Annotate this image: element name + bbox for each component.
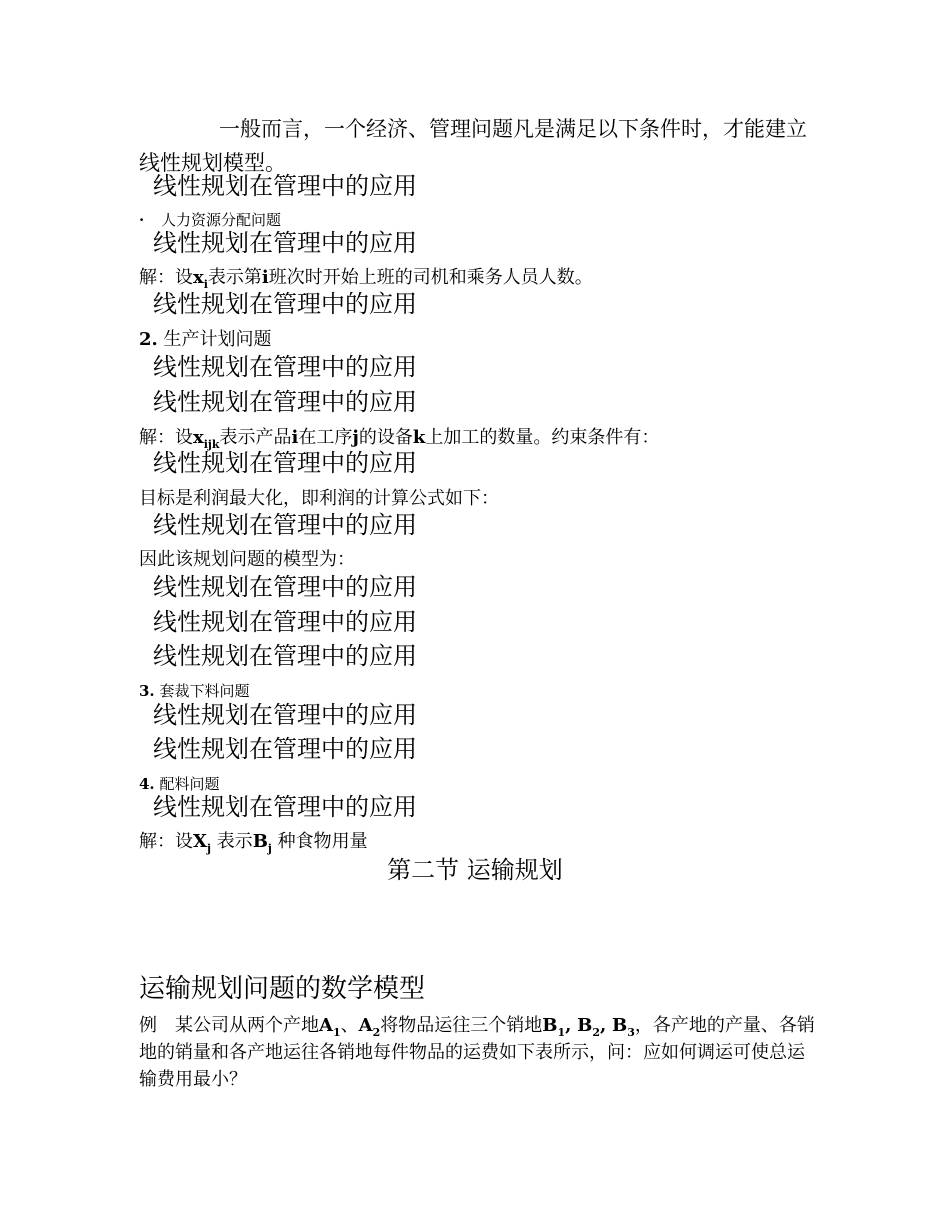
variable: k (412, 427, 426, 448)
variable: i (261, 267, 269, 288)
variable: B (612, 1015, 628, 1036)
variable: x (193, 427, 204, 448)
text: , (565, 1015, 572, 1036)
section-heading: 线性规划在管理中的应用 (153, 388, 417, 416)
variable: B (252, 831, 268, 852)
item-label: 生产计划问题 (163, 329, 272, 350)
variable: j (352, 427, 359, 448)
section-heading: 线性规划在管理中的应用 (153, 353, 417, 381)
text: 解：设 (139, 267, 193, 288)
subscript: 3 (627, 1026, 635, 1039)
subscript: ijk (203, 438, 220, 451)
text: 的设备 (358, 427, 413, 448)
solution-1 (139, 267, 593, 291)
text: , (600, 1015, 607, 1036)
text: 表示第 (207, 267, 262, 288)
subscript: 2 (372, 1026, 381, 1039)
list-item-3 (139, 684, 249, 699)
item-number: 4. (139, 775, 155, 793)
variable: B (542, 1015, 558, 1036)
variable: X (193, 831, 207, 852)
variable: A (358, 1015, 373, 1036)
section-heading: 线性规划在管理中的应用 (153, 290, 417, 318)
section-heading: 线性规划在管理中的应用 (153, 735, 417, 763)
item-label: 配料问题 (159, 775, 220, 793)
list-item-1 (139, 213, 281, 228)
text: 、 (340, 1015, 359, 1036)
section-heading: 线性规划在管理中的应用 (153, 172, 417, 200)
example-paragraph (139, 1012, 819, 1093)
item-number: 2. (139, 329, 158, 350)
text: 在工序 (298, 427, 353, 448)
subscript: j (206, 842, 211, 855)
text: 解：设 (139, 427, 193, 448)
model-text: 因此该规划问题的模型为： (139, 549, 355, 570)
section-heading: 线性规划在管理中的应用 (153, 449, 417, 477)
section-heading: 线性规划在管理中的应用 (153, 608, 417, 636)
text: 班次时开始上班的司机和乘务人员人数。 (268, 267, 593, 288)
variable: x (193, 267, 204, 288)
text: 种食物用量 (277, 831, 368, 852)
item-label: 人力资源分配问题 (161, 211, 282, 229)
goal-text: 目标是利润最大化，即利润的计算公式如下： (139, 488, 499, 509)
subsection-title: 运输规划问题的数学模型 (139, 974, 426, 1004)
variable: A (319, 1015, 333, 1036)
item-number: 3. (139, 682, 155, 700)
subscript: i (203, 278, 208, 291)
solution-4 (139, 831, 368, 855)
variable: B (577, 1015, 593, 1036)
variable: i (291, 427, 299, 448)
subscript: 2 (592, 1026, 601, 1039)
section-heading: 线性规划在管理中的应用 (153, 701, 417, 729)
text: 上加工的数量。约束条件有： (425, 427, 660, 448)
text: 表示 (216, 831, 253, 852)
list-item-4 (139, 777, 219, 792)
section-heading: 线性规划在管理中的应用 (153, 511, 417, 539)
section-title: 第二节 运输规划 (387, 856, 563, 884)
subscript: 1 (557, 1026, 566, 1039)
text: 将物品运往三个销地 (380, 1015, 543, 1036)
solution-2 (139, 427, 660, 451)
item-label: 套裁下料问题 (159, 682, 250, 700)
list-item-2 (139, 331, 272, 349)
section-heading: 线性规划在管理中的应用 (153, 573, 417, 601)
text: ，各产地的产量、各销地的销量和各产地运往各销地每件物品的运费如下表所示，问：应如何调运可使总运输费用最小？ (139, 1015, 815, 1090)
intro-paragraph: 一般而言，一个经济、管理问题凡是满足以下条件时，才能建立线性规划模型。 (139, 117, 807, 175)
section-heading: 线性规划在管理中的应用 (153, 642, 417, 670)
section-heading: 线性规划在管理中的应用 (153, 793, 417, 821)
text: 例 某公司从两个产地 (139, 1015, 319, 1036)
text: 解：设 (139, 831, 193, 852)
subscript: j (267, 842, 272, 855)
section-heading: 线性规划在管理中的应用 (153, 229, 417, 257)
text: 表示产品 (219, 427, 292, 448)
subscript: 1 (332, 1026, 341, 1039)
bullet: · (139, 211, 145, 229)
